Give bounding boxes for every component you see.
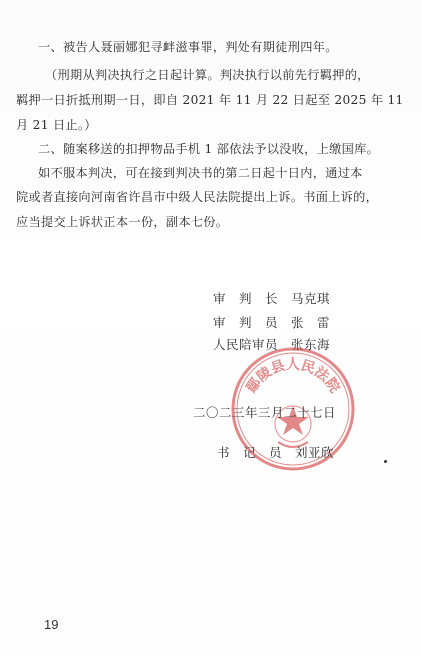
sentence-term-line-1: （刑期从判决执行之日起计算。判决执行以前先行羁押的， [45,68,370,82]
verdict-item-1: 一、被告人聂丽娜犯寻衅滋事罪，判处有期徒刑四年。 [38,40,338,54]
appeal-notice-line-3: 应当提交上诉状正本一份，副本七份。 [16,215,229,229]
judge-signature: 审 判 员 张 雷 [213,315,331,330]
juror-signature: 人民陪审员 张东海 [213,337,331,352]
page-number: 19 [44,617,59,632]
seal-text: 鄢陵县人民法院 [243,357,343,397]
sentence-term-line-3: 月 21 日止。） [16,118,97,132]
chief-judge-signature: 审 判 长 马克琪 [213,291,331,306]
sentence-term-line-2: 羁押一日折抵刑期一日，即自 2021 年 11 月 22 日起至 2025 年 11 [16,93,404,107]
appeal-notice-line-1: 如不服本判决，可在接到判决书的第二日起十日内，通过本 [38,166,363,180]
svg-text:鄢陵县人民法院 [243,357,344,396]
judgment-date: 二〇二三年三月二十七日 [193,405,337,420]
clerk-signature: 书 记 员 刘亚欣 [217,445,335,460]
ink-dot [384,460,387,463]
verdict-item-2: 二、随案移送的扣押物品手机 1 部依法予以没收，上缴国库。 [38,142,380,156]
appeal-notice-line-2: 院或者直接向河南省许昌市中级人民法院提出上诉。书面上诉的， [16,190,379,204]
